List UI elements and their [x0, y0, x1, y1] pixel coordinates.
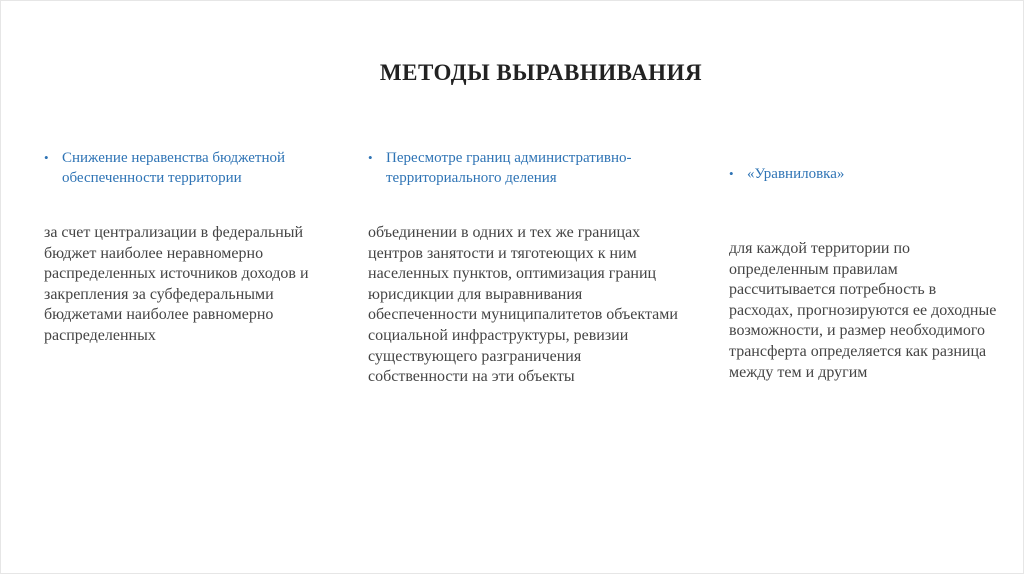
- method-column-centralization: [44, 148, 344, 347]
- method-bullet: [729, 164, 999, 184]
- method-bullet: [44, 148, 344, 188]
- method-description: объединении в одних и тех же границах центров занятости и тяготеющих к ним населенных пунктов, оптимизация границ юрисдикции для выравнивания обеспеченности муниципалитетов объектами социальной инфраструктуры, ревизии существующего разграничения собственности на эти объекты: [368, 224, 678, 386]
- method-heading: «Уравниловка»: [747, 166, 845, 182]
- slide-title: МЕТОДЫ ВЫРАВНИВАНИЯ: [379, 60, 703, 85]
- bullet-dot-icon: •: [729, 166, 734, 181]
- method-description: за счет централизации в федеральный бюджет наиболее неравномерно распределенных источников доходов и закрепления за субфедеральными бюджетами наиболее равномерно распределенных: [44, 224, 309, 344]
- method-heading: Пересмотре границ административно-территориального деления: [386, 150, 632, 186]
- method-bullet: [368, 148, 678, 188]
- method-column-equalization: [729, 148, 999, 383]
- method-heading: Снижение неравенства бюджетной обеспеченности территории: [62, 150, 286, 186]
- bullet-dot-icon: •: [44, 150, 49, 165]
- method-description: для каждой территории по определенным правилам рассчитывается потребность в расходах, прогнозируются ее доходные возможности, и размер необходимого трансферта определяется как разница между тем и другим: [729, 240, 997, 381]
- method-column-boundaries: [368, 148, 678, 388]
- bullet-dot-icon: •: [368, 150, 373, 165]
